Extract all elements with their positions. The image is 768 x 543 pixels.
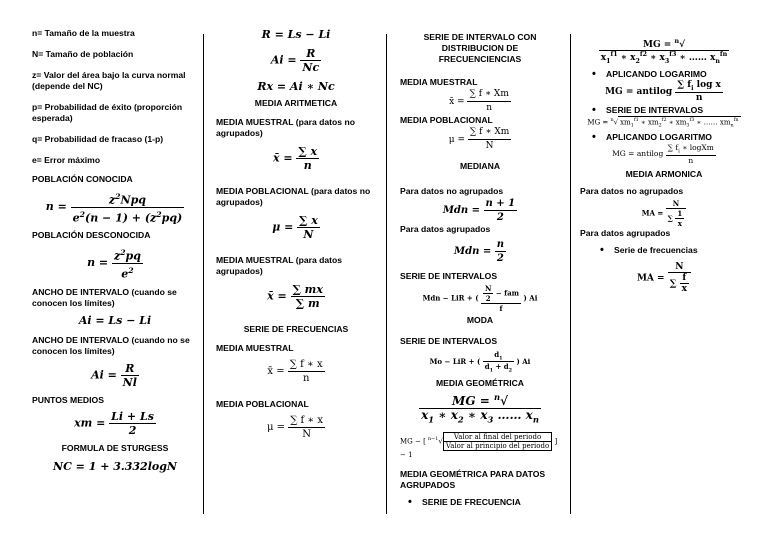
log2-formula: MG = antilog $\frac{\sum f_i ∗ logXm}{n}$ — [612, 143, 714, 165]
harmonic-mean-title: MEDIA ARMONICA — [625, 168, 703, 179]
harmonic-ungrouped-label: Para datos no agrupados — [580, 185, 684, 196]
interval-series-formula: MG = $^n$√ $xm_1^{f1}$ ∗ $xm_2^{f2}$ ∗ $xm_3^{f3}$ ∗ …… $xm_n^{fn}$ — [587, 116, 739, 129]
population-mean-ungrouped-title: MEDIA POBLACIONAL (para datos no agrupados) — [216, 186, 371, 207]
interval-width-formula: Ai = $\frac{R}{Nc}$ — [270, 47, 320, 74]
harmonic-frequency-label: Serie de frecuencias — [614, 244, 698, 255]
frequency-series-bullet — [400, 497, 560, 508]
range-formula: R = Ls − Li — [261, 28, 331, 41]
column-4 — [580, 38, 744, 294]
midpoints-formula: xm = $\frac{Li + Ls}{2}$ — [74, 409, 154, 437]
midpoints-title: PUNTOS MEDIOS — [32, 394, 104, 405]
e-definition: e= Error máximo — [32, 155, 101, 165]
unknown-population-formula: n = $\frac{z^2pq}{e^2}$ — [87, 248, 141, 281]
geometric-mean-formula: MG = $^n√x_1$ ∗ $x_2$ ∗ $x_3$ …… $x_n$ — [421, 391, 539, 425]
sturgess-title: FORMULA DE STURGESS — [61, 442, 169, 453]
sample-mean-title: MEDIA MUESTRAL — [400, 77, 478, 87]
mode-interval-series-title: SERIE DE INTERVALOS — [400, 336, 498, 346]
median-title: MEDIANA — [459, 161, 501, 171]
column-2 — [216, 28, 376, 441]
interval-width-unknown-formula: Ai = $\frac{R}{Nl}$ — [91, 361, 137, 389]
column-3 — [400, 32, 560, 508]
frequency-series-title: SERIE DE FRECUENCIAS — [243, 324, 349, 334]
harmonic-ungrouped-formula: MA = N ∑ $\frac{1}{x}$ — [584, 199, 744, 228]
sample-mean-ungrouped-title: MEDIA MUESTRAL (para datos no agrupados) — [216, 117, 355, 138]
geometric-mean-grouped-title: MEDIA GEOMÉTRICA PARA DATOS AGRUPADOS — [400, 469, 546, 491]
log1-label: APLICANDO LOGARIMO — [606, 68, 707, 79]
interval-width-known-title: ANCHO DE INTERVALO (cuando se conocen los límites) — [32, 286, 177, 308]
population-mean-title: MEDIA POBLACIONAL — [216, 399, 309, 409]
interval-series-title: SERIE DE INTERVALO CON DISTRIBUCION DE FRECUENCIENCIAS — [423, 32, 537, 64]
divider-2 — [386, 34, 387, 514]
mode-formula: Mo − LiR + ( $\frac{d_1}{d_1 + d_2}$ ) Ai — [429, 350, 531, 374]
population-mean-title: MEDIA POBLACIONAL — [400, 115, 493, 125]
log1-bullet — [584, 69, 744, 80]
mode-title: MODA — [466, 315, 494, 325]
log2-label: APLICANDO LOGARITMO — [606, 132, 712, 143]
harmonic-frequency-bullet — [592, 245, 744, 256]
median-ungrouped-formula: Mdn = $\frac{n + 1}{2}$ — [442, 198, 516, 223]
n-definition: n= Tamaño de la muestra — [32, 28, 135, 38]
known-population-formula: n = $\frac{z^2Npq}{e^2(n - 1) + (z^2pq)}$ — [45, 192, 183, 225]
divider-1 — [203, 34, 204, 514]
geometric-mean-period-formula: MG − [ $^{n-1}$√ $\frac{\text{Valor al final del periodo}}{\text{Valor al principio del periodo}}$ ] − 1 — [400, 433, 558, 460]
p-definition: p= Probabilidad de éxito (proporción esperada) — [32, 102, 183, 123]
median-grouped-formula: Mdn = $\frac{n}{2}$ — [454, 239, 504, 264]
arithmetic-mean-title: MEDIA ARITMETICA — [254, 98, 338, 108]
frequency-series-label: SERIE DE FRECUENCIA — [422, 497, 521, 508]
column-1 — [32, 28, 198, 473]
sample-mean-formula: x̄ = $\frac{\sum f ∗ Xm}{n}$ — [449, 89, 509, 113]
sample-mean-ungrouped-formula: x̄ = $\frac{\sum x}{n}$ — [272, 145, 318, 172]
median-interval-formula: Mdn − LiR + ( $\frac{N}{2}$ − fam f ) Ai — [422, 284, 538, 313]
known-population-title: POBLACIÓN CONOCIDA — [32, 174, 133, 184]
interval-width-known-formula: Ai = Ls − Li — [78, 313, 152, 327]
sample-mean-formula: x̄ = $\frac{\sum f ∗ x}{n}$ — [267, 359, 323, 384]
sample-mean-grouped-formula: x̄ = $\frac{\sum mx}{\sum m}$ — [267, 283, 323, 310]
q-definition: q= Probabilidad de fracaso (1-p) — [32, 134, 164, 144]
population-mean-formula: μ = $\frac{\sum f ∗ Xm}{N}$ — [448, 127, 510, 151]
geometric-mean-title: MEDIA GEOMÉTRICA — [435, 377, 524, 388]
median-interval-series-title: SERIE DE INTERVALOS — [400, 271, 498, 281]
interval-series-label: SERIE DE INTERVALOS — [606, 104, 704, 115]
log1-formula: MG = antilog $\frac{\sum f_i \log x}{n}$ — [605, 79, 721, 103]
interval-series-bullet — [584, 105, 744, 116]
interval-width-unknown-title: ANCHO DE INTERVALO (cuando no se conocen los límites) — [32, 334, 190, 356]
sample-mean-grouped-title: MEDIA MUESTRAL (para datos agrupados) — [216, 255, 343, 276]
harmonic-frequency-formula: MA = N ∑ $\frac{f}{x}$ — [584, 262, 744, 294]
unknown-population-title: POBLACIÓN DESCONOCIDA — [32, 230, 151, 241]
geometric-mean-frequency-formula: MG = $^n√x_1^{f1}$ ∗ $x_2^{f2}$ ∗ $x_3^{f3}$ ∗ …… $x_n^{fn}$ — [600, 38, 728, 65]
rx-formula: Rx = Ai ∗ Nc — [257, 80, 335, 93]
harmonic-grouped-label: Para datos agrupados — [580, 227, 671, 238]
z-definition: z= Valor del área bajo la curva normal (depende del NC) — [32, 70, 186, 91]
divider-3 — [570, 34, 571, 514]
population-mean-ungrouped-formula: μ = $\frac{\sum x}{N}$ — [272, 214, 318, 241]
population-mean-formula: μ = $\frac{\sum f ∗ x}{N}$ — [266, 415, 324, 440]
sample-mean-title: MEDIA MUESTRAL — [216, 343, 294, 353]
median-grouped-label: Para datos agrupados — [400, 224, 491, 234]
median-ungrouped-label: Para datos no agrupados — [400, 186, 504, 196]
N-definition: N= Tamaño de población — [32, 49, 134, 59]
sturgess-formula: NC = 1 + 3.332logN — [53, 459, 177, 473]
log2-bullet — [584, 132, 744, 143]
